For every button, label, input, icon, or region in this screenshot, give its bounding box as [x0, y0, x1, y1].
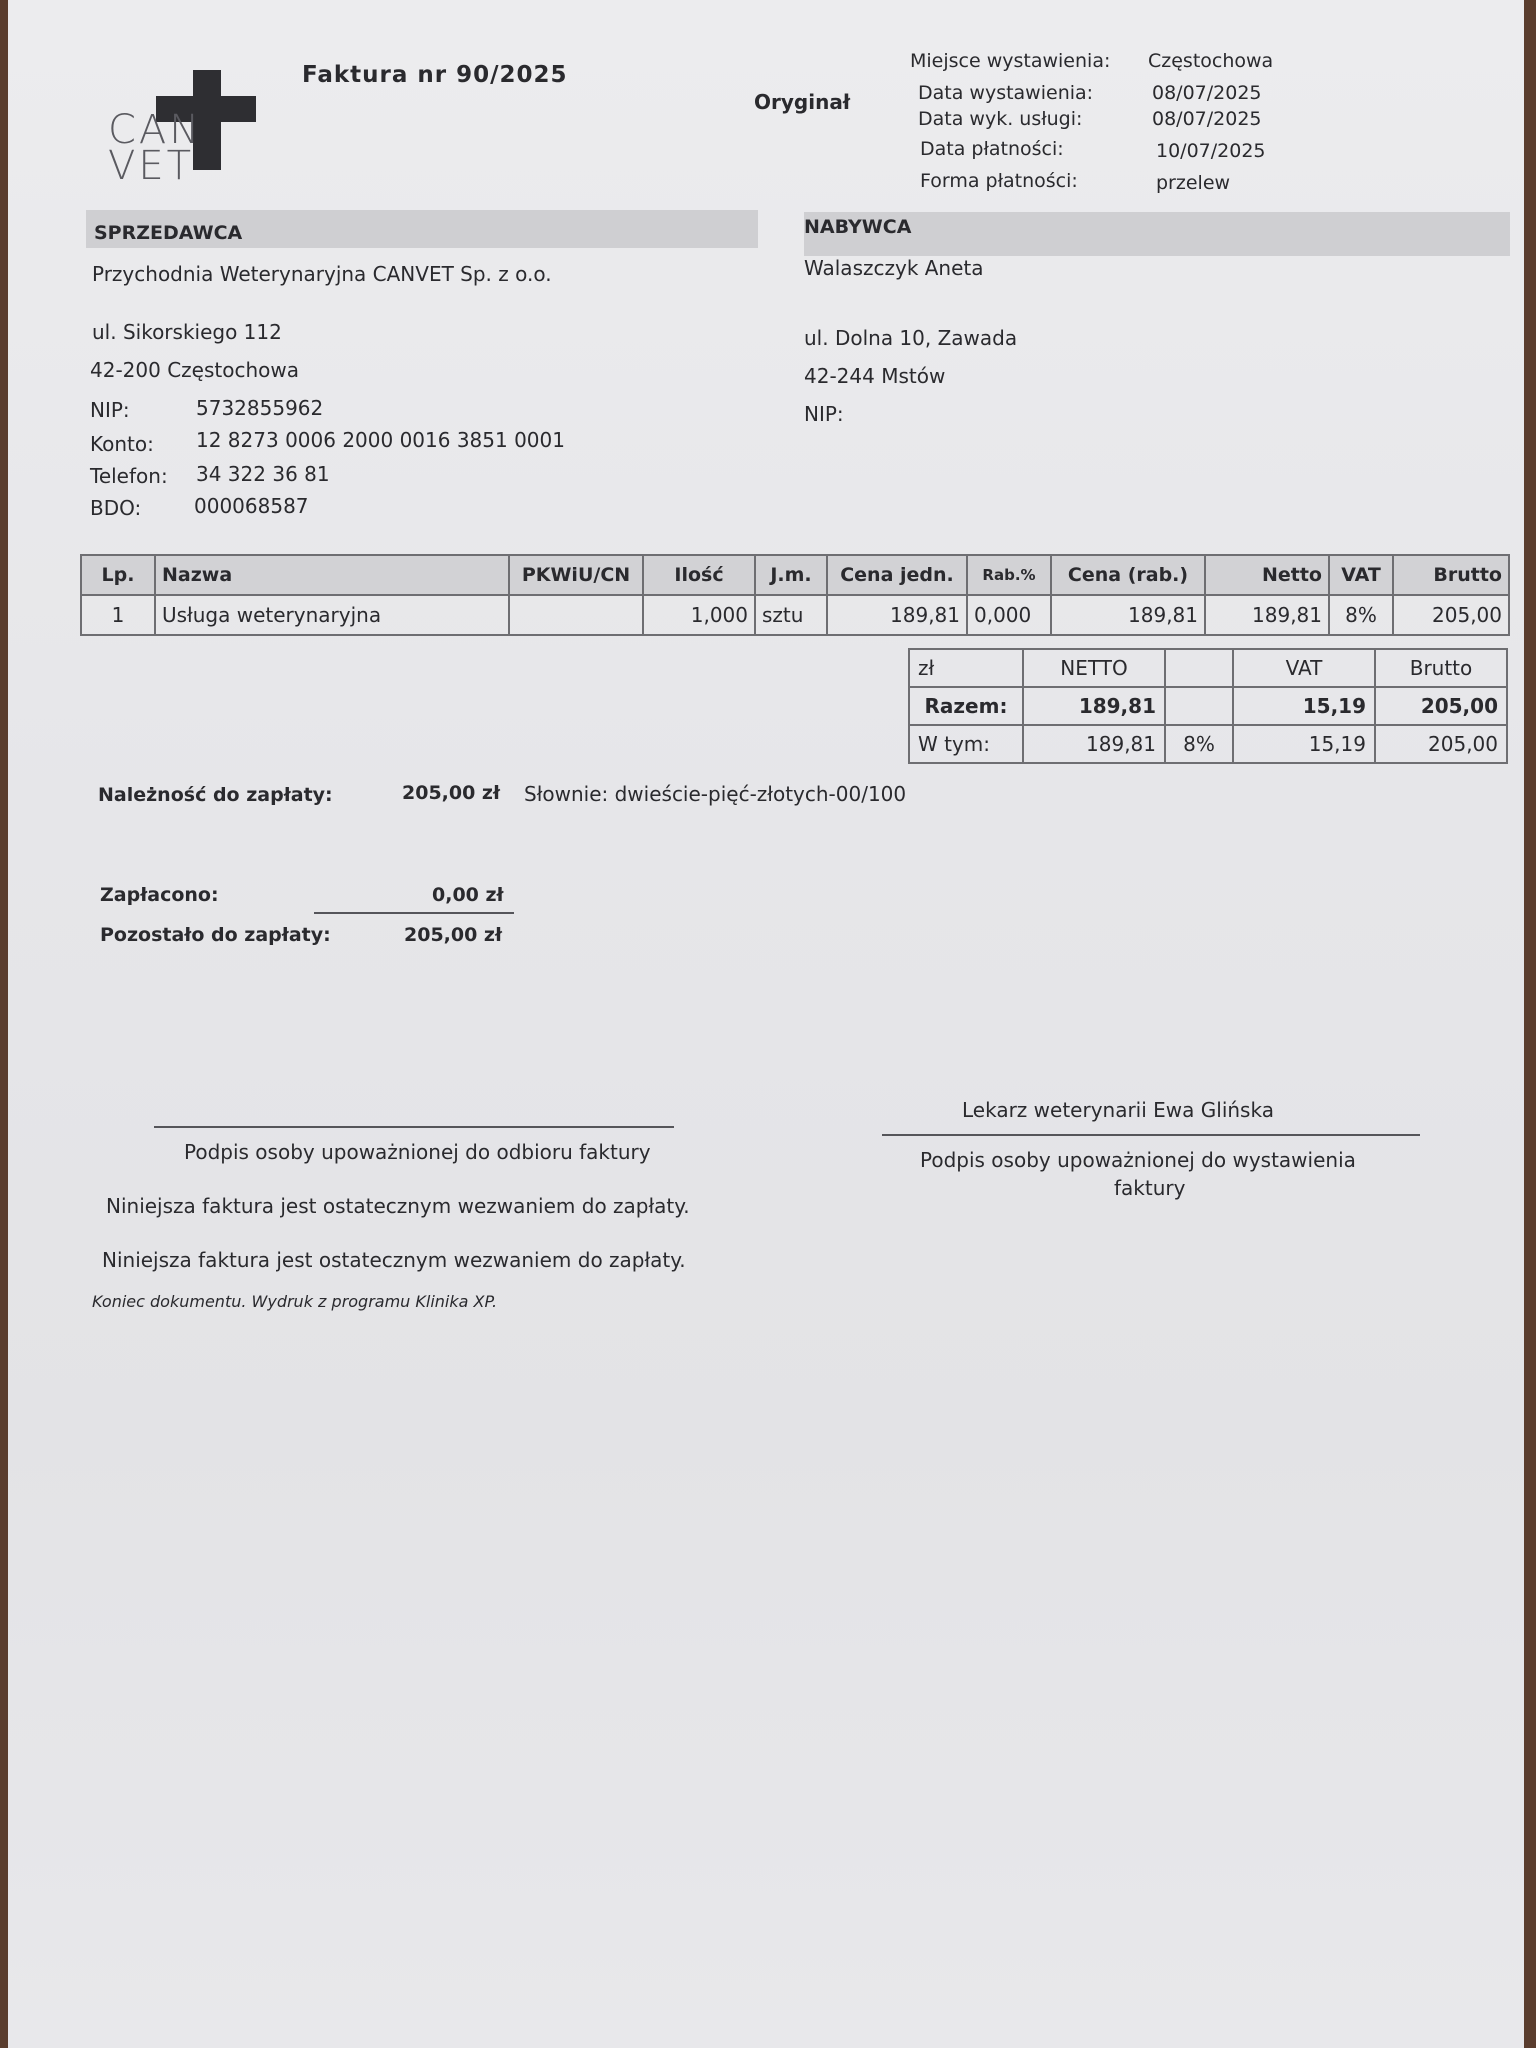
- col-netto: Netto: [1205, 555, 1329, 595]
- sum-total-brutto: 205,00: [1375, 687, 1507, 725]
- seller-bdo: 000068587: [194, 494, 309, 518]
- cell-unit: sztu: [755, 595, 827, 635]
- final-notice-1: Niniejsza faktura jest ostatecznym wezwaniem do zapłaty.: [106, 1194, 690, 1218]
- seller-nip-label: NIP:: [90, 398, 130, 422]
- seller-heading: SPRZEDAWCA: [94, 222, 243, 244]
- sum-break-netto: 189,81: [1023, 725, 1165, 763]
- buyer-nip-label: NIP:: [804, 402, 844, 426]
- col-lp: Lp.: [81, 555, 155, 595]
- sum-break-rate: 8%: [1165, 725, 1233, 763]
- sum-break-label: W tym:: [909, 725, 1023, 763]
- cell-vat: 8%: [1329, 595, 1393, 635]
- sum-head-rate: [1165, 649, 1233, 687]
- cell-lp: 1: [81, 595, 155, 635]
- meta-label-place: Miejsce wystawienia:: [910, 50, 1111, 72]
- summary-table: [908, 648, 1508, 764]
- sum-total-vat: 15,19: [1233, 687, 1375, 725]
- meta-value-service-date: 08/07/2025: [1152, 108, 1262, 130]
- seller-name: Przychodnia Weterynaryjna CANVET Sp. z o.o.: [92, 262, 552, 286]
- right-signature-caption-1: Podpis osoby upoważnionej do wystawienia: [920, 1148, 1356, 1172]
- sum-break-brutto: 205,00: [1375, 725, 1507, 763]
- meta-label-service-date: Data wyk. usługi:: [918, 108, 1083, 130]
- sum-head-vat: VAT: [1233, 649, 1375, 687]
- cell-name: Usługa weterynaryjna: [155, 595, 509, 635]
- invoice-title: Faktura nr 90/2025: [302, 62, 568, 88]
- col-pkwiu: PKWiU/CN: [509, 555, 643, 595]
- sum-head-brutto: Brutto: [1375, 649, 1507, 687]
- cell-netto: 189,81: [1205, 595, 1329, 635]
- buyer-street: ul. Dolna 10, Zawada: [804, 326, 1018, 350]
- left-signature-caption: Podpis osoby upoważnionej do odbioru faktury: [184, 1140, 651, 1164]
- meta-label-issue-date: Data wystawienia:: [918, 82, 1094, 104]
- col-vat: VAT: [1329, 555, 1393, 595]
- amount-in-words: Słownie: dwieście-pięć-złotych-00/100: [524, 782, 907, 806]
- paid-amount: 0,00 zł: [432, 884, 504, 906]
- items-table: [80, 554, 1510, 636]
- seller-bdo-label: BDO:: [90, 496, 142, 520]
- seller-city: 42-200 Częstochowa: [90, 358, 299, 382]
- seller-nip: 5732855962: [196, 396, 324, 420]
- table-row: [81, 595, 1509, 635]
- cell-unit-price: 189,81: [827, 595, 967, 635]
- meta-value-payment-date: 10/07/2025: [1156, 140, 1266, 162]
- col-brutto: Brutto: [1393, 555, 1509, 595]
- final-notice-2: Niniejsza faktura jest ostatecznym wezwaniem do zapłaty.: [102, 1248, 686, 1272]
- buyer-name: Walaszczyk Aneta: [804, 256, 984, 280]
- summary-breakdown-row: [909, 725, 1507, 763]
- meta-value-place: Częstochowa: [1148, 50, 1274, 72]
- summary-total-row: [909, 687, 1507, 725]
- right-signature-line: [882, 1134, 1420, 1136]
- col-unit: J.m.: [755, 555, 827, 595]
- cell-pkwiu: [509, 595, 643, 635]
- col-name: Nazwa: [155, 555, 509, 595]
- vet-name: Lekarz weterynarii Ewa Glińska: [962, 1098, 1274, 1122]
- cell-qty: 1,000: [643, 595, 755, 635]
- seller-street: ul. Sikorskiego 112: [92, 320, 282, 344]
- sum-total-label: Razem:: [909, 687, 1023, 725]
- remaining-amount: 205,00 zł: [404, 924, 503, 946]
- meta-label-payment-method: Forma płatności:: [920, 170, 1078, 192]
- cell-discount: 0,000: [967, 595, 1051, 635]
- document-end: Koniec dokumentu. Wydruk z programu Klinika XP.: [92, 1292, 498, 1311]
- buyer-heading: NABYWCA: [804, 216, 912, 238]
- remaining-label: Pozostało do zapłaty:: [100, 924, 331, 946]
- col-qty: Ilość: [643, 555, 755, 595]
- logo-text: CAN VET: [108, 107, 203, 189]
- items-header-row: [81, 555, 1509, 595]
- sum-total-netto: 189,81: [1023, 687, 1165, 725]
- invoice-page: [8, 0, 1524, 2048]
- sum-head-netto: NETTO: [1023, 649, 1165, 687]
- sum-break-vat: 15,19: [1233, 725, 1375, 763]
- due-amount: 205,00 zł: [402, 782, 501, 804]
- seller-phone: 34 322 36 81: [196, 462, 330, 486]
- summary-header-row: [909, 649, 1507, 687]
- buyer-city: 42-244 Mstów: [804, 364, 946, 388]
- seller-phone-label: Telefon:: [90, 464, 168, 488]
- cell-brutto: 205,00: [1393, 595, 1509, 635]
- col-unit-price: Cena jedn.: [827, 555, 967, 595]
- paid-label: Zapłacono:: [100, 884, 219, 906]
- right-signature-caption-2: faktury: [1114, 1176, 1186, 1200]
- cell-discounted-price: 189,81: [1051, 595, 1205, 635]
- col-discounted-price: Cena (rab.): [1051, 555, 1205, 595]
- seller-account-label: Konto:: [90, 432, 154, 456]
- col-discount: Rab.%: [967, 555, 1051, 595]
- sum-head-currency: zł: [909, 649, 1023, 687]
- seller-account: 12 8273 0006 2000 0016 3851 0001: [196, 428, 565, 452]
- due-label: Należność do zapłaty:: [98, 784, 333, 806]
- original-label: Oryginał: [754, 90, 851, 114]
- left-signature-line: [154, 1126, 674, 1128]
- sum-total-rate: [1165, 687, 1233, 725]
- meta-value-issue-date: 08/07/2025: [1152, 82, 1262, 104]
- meta-value-payment-method: przelew: [1156, 172, 1231, 194]
- meta-label-payment-date: Data płatności:: [920, 138, 1064, 160]
- paid-underline: [314, 912, 514, 914]
